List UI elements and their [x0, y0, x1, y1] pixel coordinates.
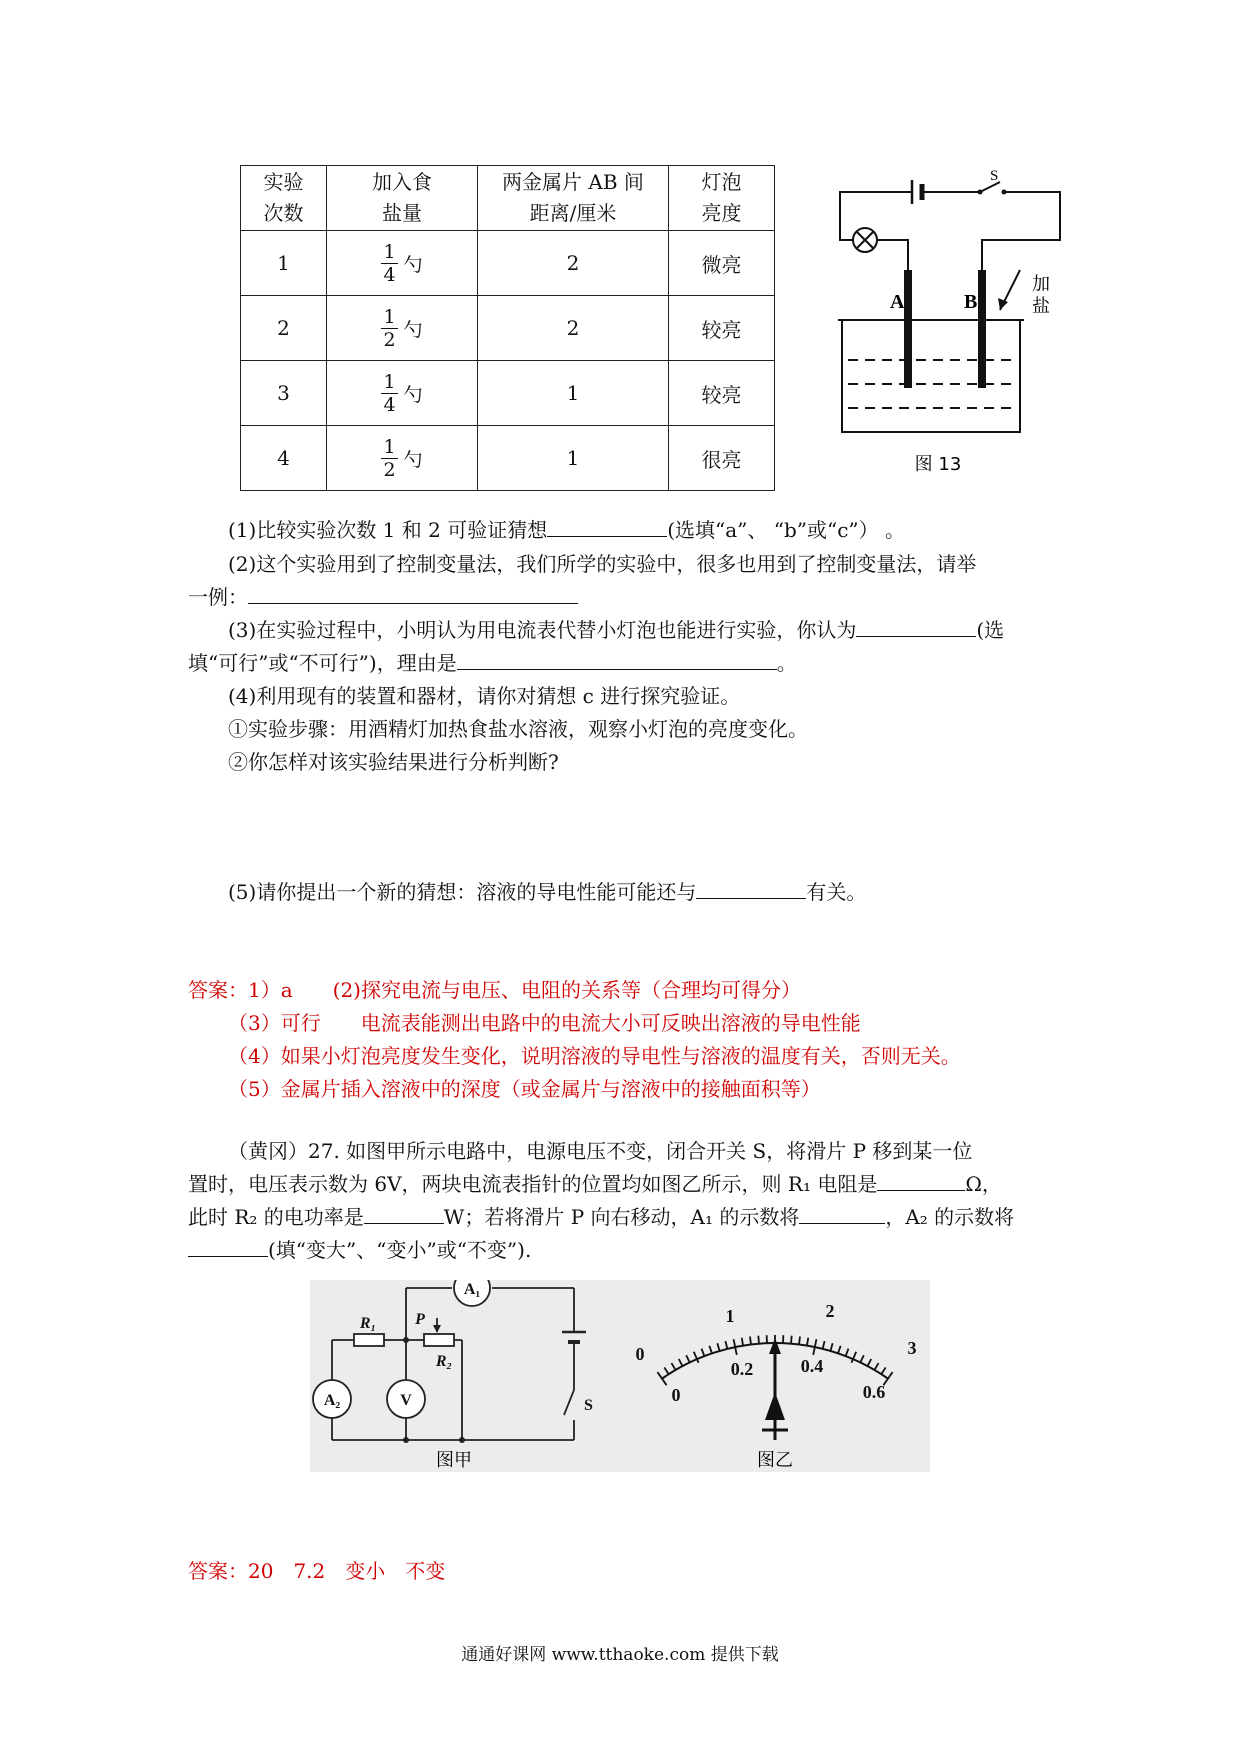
question-text: 有关。: [806, 880, 867, 904]
scale-tick: [664, 1367, 668, 1374]
answer-line: （4）如果小灯泡亮度发生变化，说明溶液的导电性与溶液的温度有关，否则无关。: [228, 1044, 961, 1068]
scale-label-bottom: 0.6: [862, 1382, 886, 1402]
scale-tick: [791, 1336, 792, 1344]
question-text: (选填“a”、 “b”或“c”） 。: [667, 518, 906, 542]
header-text: 灯泡: [701, 170, 742, 194]
question-3-cont: [188, 647, 797, 676]
question-text: ，A₂ 的示数将: [885, 1205, 1015, 1229]
answer-blank[interactable]: [364, 1205, 444, 1224]
scale-tick: [750, 1337, 751, 1345]
salt-amount: [327, 426, 478, 491]
answer-blank[interactable]: [547, 518, 667, 537]
scale-tick: [671, 1363, 675, 1370]
answer-blank[interactable]: [457, 651, 777, 670]
table-row: [241, 361, 775, 426]
scale-tick: [799, 1337, 800, 1345]
numerator: 1: [383, 370, 396, 393]
plate-b-label: B: [964, 291, 978, 313]
question-2-cont: [188, 581, 578, 610]
r2-label: R₂: [435, 1353, 453, 1370]
scale-label-top: 3: [907, 1338, 917, 1358]
scale-tick: [657, 1372, 666, 1385]
trial-number: 3: [241, 361, 327, 426]
plate-a-label: A: [890, 291, 905, 313]
scale-tick: [860, 1355, 863, 1362]
fraction: [381, 436, 397, 481]
fraction: [381, 241, 397, 286]
question-text: (1)比较实验次数 1 和 2 可验证猜想: [228, 518, 548, 542]
figure-caption: 图乙: [757, 1450, 793, 1471]
trial-number: 2: [241, 296, 327, 361]
switch-label: S: [990, 168, 999, 184]
numerator: 1: [383, 240, 396, 263]
header-text: 距离/厘米: [529, 201, 617, 225]
question-4-step1: ①实验步骤：用酒精灯加热食盐水溶液，观察小灯泡的亮度变化。: [228, 717, 808, 741]
answer-blank[interactable]: [877, 1172, 965, 1191]
unit: 勺: [403, 448, 423, 471]
switch-contact: [1002, 190, 1007, 195]
switch-pivot: [978, 190, 983, 195]
unit: 勺: [403, 383, 423, 406]
arrow-head: [998, 298, 1008, 310]
brightness: 较亮: [669, 361, 775, 426]
resistor-r1: [354, 1334, 384, 1346]
question-4: (4)利用现有的装置和器材，请你对猜想 c 进行探究验证。: [228, 684, 741, 708]
needle-base: [765, 1392, 785, 1420]
unit: 勺: [403, 318, 423, 341]
table-row: [241, 231, 775, 296]
scale-label-top: 1: [725, 1306, 735, 1326]
s-label: S: [584, 1397, 593, 1414]
distance: 2: [478, 296, 669, 361]
header-cell: [478, 166, 669, 231]
question-text: W；若将滑片 P 向右移动，A₁ 的示数将: [443, 1205, 800, 1229]
question-text: 。: [776, 651, 797, 675]
q27-line: （黄冈）27. 如图甲所示电路中，电源电压不变，闭合开关 S，将滑片 P 移到某一位: [228, 1139, 973, 1163]
distance: 1: [478, 361, 669, 426]
question-text: 填“可行”或“不可行”)，理由是: [188, 651, 457, 675]
question-1: [228, 514, 905, 543]
plate-b: [978, 270, 986, 388]
salt-label: 加: [1032, 274, 1050, 295]
answer-blank[interactable]: [799, 1205, 885, 1224]
r1-label: R₁: [359, 1315, 377, 1332]
answer-line: 答案：1）a (2)探究电流与电压、电阻的关系等（合理均可得分）: [188, 978, 801, 1002]
question-text: (3)在实验过程中，小明认为用电流表代替小灯泡也能进行实验，你认为: [228, 618, 857, 642]
beaker: [842, 320, 1020, 432]
answer-line: （3）可行 电流表能测出电路中的电流大小可反映出溶液的导电性能: [228, 1011, 861, 1035]
scale-tick: [867, 1359, 871, 1366]
salt-label: 盐: [1032, 296, 1050, 317]
scale-tick: [742, 1338, 743, 1346]
figure-jia-circuit: [310, 1280, 610, 1472]
salt-amount: [327, 231, 478, 296]
figure-caption: 图甲: [436, 1450, 472, 1471]
answer-blank[interactable]: [856, 618, 976, 637]
question-3: [228, 614, 1004, 643]
header-cell: [669, 166, 775, 231]
scale-label-bottom: 0: [671, 1385, 681, 1405]
scale-tick: [694, 1352, 699, 1363]
distance: 1: [478, 426, 669, 491]
denominator: 2: [383, 458, 396, 481]
q27-line: [188, 1234, 531, 1263]
figure-13-circuit: [820, 160, 1080, 490]
question-text: 置时，电压表示数为 6V，两块电流表指针的位置均如图乙所示，则 R₁ 电阻是: [188, 1172, 878, 1196]
question-2: (2)这个实验用到了控制变量法，我们所学的实验中，很多也用到了控制变量法，请举: [228, 552, 977, 576]
a2-label: A₂: [323, 1392, 341, 1409]
header-text: 加入食: [372, 170, 432, 194]
answer-line: （5）金属片插入溶液中的深度（或金属片与溶液中的接触面积等）: [228, 1077, 821, 1101]
question-text: 此时 R₂ 的电功率是: [188, 1205, 364, 1229]
table-header-row: [241, 166, 775, 231]
numerator: 1: [383, 305, 396, 328]
scale-label-bottom: 0.4: [800, 1356, 824, 1376]
scale-tick: [807, 1338, 808, 1346]
fraction: [381, 371, 397, 416]
brightness: 微亮: [669, 231, 775, 296]
header-cell: [327, 166, 478, 231]
question-text: (5)请你提出一个新的猜想：溶液的导电性能可能还与: [228, 880, 697, 904]
fraction: [381, 306, 397, 351]
a1-label: A₁: [463, 1281, 481, 1298]
header-text: 亮度: [701, 201, 742, 225]
question-4-step2: ②你怎样对该实验结果进行分析判断?: [228, 750, 559, 774]
experiment-table: [240, 165, 775, 491]
p-label: P: [415, 1311, 425, 1328]
trial-number: 1: [241, 231, 327, 296]
switch-blade: [564, 1390, 574, 1415]
header-text: 实验: [263, 170, 304, 194]
distance: 2: [478, 231, 669, 296]
question-text: (填“变大”、“变小”或“不变”).: [268, 1238, 532, 1262]
q27-line: [188, 1168, 1002, 1197]
scale-tick: [874, 1363, 878, 1370]
wire-right: [982, 192, 1060, 270]
scale-label-top: 2: [825, 1301, 835, 1321]
trial-number: 4: [241, 426, 327, 491]
answer-blank[interactable]: [696, 880, 806, 899]
junction-dot: [403, 1437, 409, 1443]
header-text: 两金属片 AB 间: [502, 170, 644, 194]
answer-blank[interactable]: [248, 585, 578, 604]
figure-caption: 图 13: [914, 454, 962, 475]
junction-dot: [459, 1437, 465, 1443]
denominator: 4: [383, 393, 396, 416]
table-row: [241, 426, 775, 491]
answer-blank[interactable]: [188, 1238, 268, 1257]
table-row: [241, 296, 775, 361]
wire-left: [840, 192, 912, 270]
header-cell: [241, 166, 327, 231]
q27-line: [188, 1201, 1014, 1230]
scale-tick: [851, 1352, 856, 1363]
scale-tick: [686, 1355, 689, 1362]
question-5: [228, 876, 866, 905]
denominator: 2: [383, 328, 396, 351]
salt-amount: [327, 296, 478, 361]
scale-tick: [679, 1359, 683, 1366]
page-footer: 通通好课网 www.tthaoke.com 提供下载: [461, 1645, 779, 1665]
question-text: Ω，: [965, 1172, 1002, 1196]
question-text: 一例：: [188, 585, 248, 609]
scale-tick: [758, 1336, 759, 1344]
salt-amount: [327, 361, 478, 426]
denominator: 4: [383, 263, 396, 286]
junction-dot: [403, 1337, 409, 1343]
header-text: 次数: [263, 201, 304, 225]
scale-label-bottom: 0.2: [730, 1359, 754, 1379]
figure-yi-meter: [620, 1280, 930, 1472]
scale-tick: [881, 1367, 885, 1374]
plate-a: [904, 270, 912, 388]
brightness: 较亮: [669, 296, 775, 361]
needle-tip: [769, 1338, 781, 1354]
unit: 勺: [403, 253, 423, 276]
numerator: 1: [383, 435, 396, 458]
slider-arrow: [433, 1325, 441, 1333]
answer-27: 答案：20 7.2 变小 不变: [188, 1559, 446, 1583]
scale-label-top: 0: [635, 1344, 645, 1364]
brightness: 很亮: [669, 426, 775, 491]
header-text: 盐量: [382, 201, 422, 225]
rheostat-r2: [424, 1334, 454, 1346]
v-label: V: [400, 1392, 412, 1409]
question-text: (选: [976, 618, 1005, 642]
